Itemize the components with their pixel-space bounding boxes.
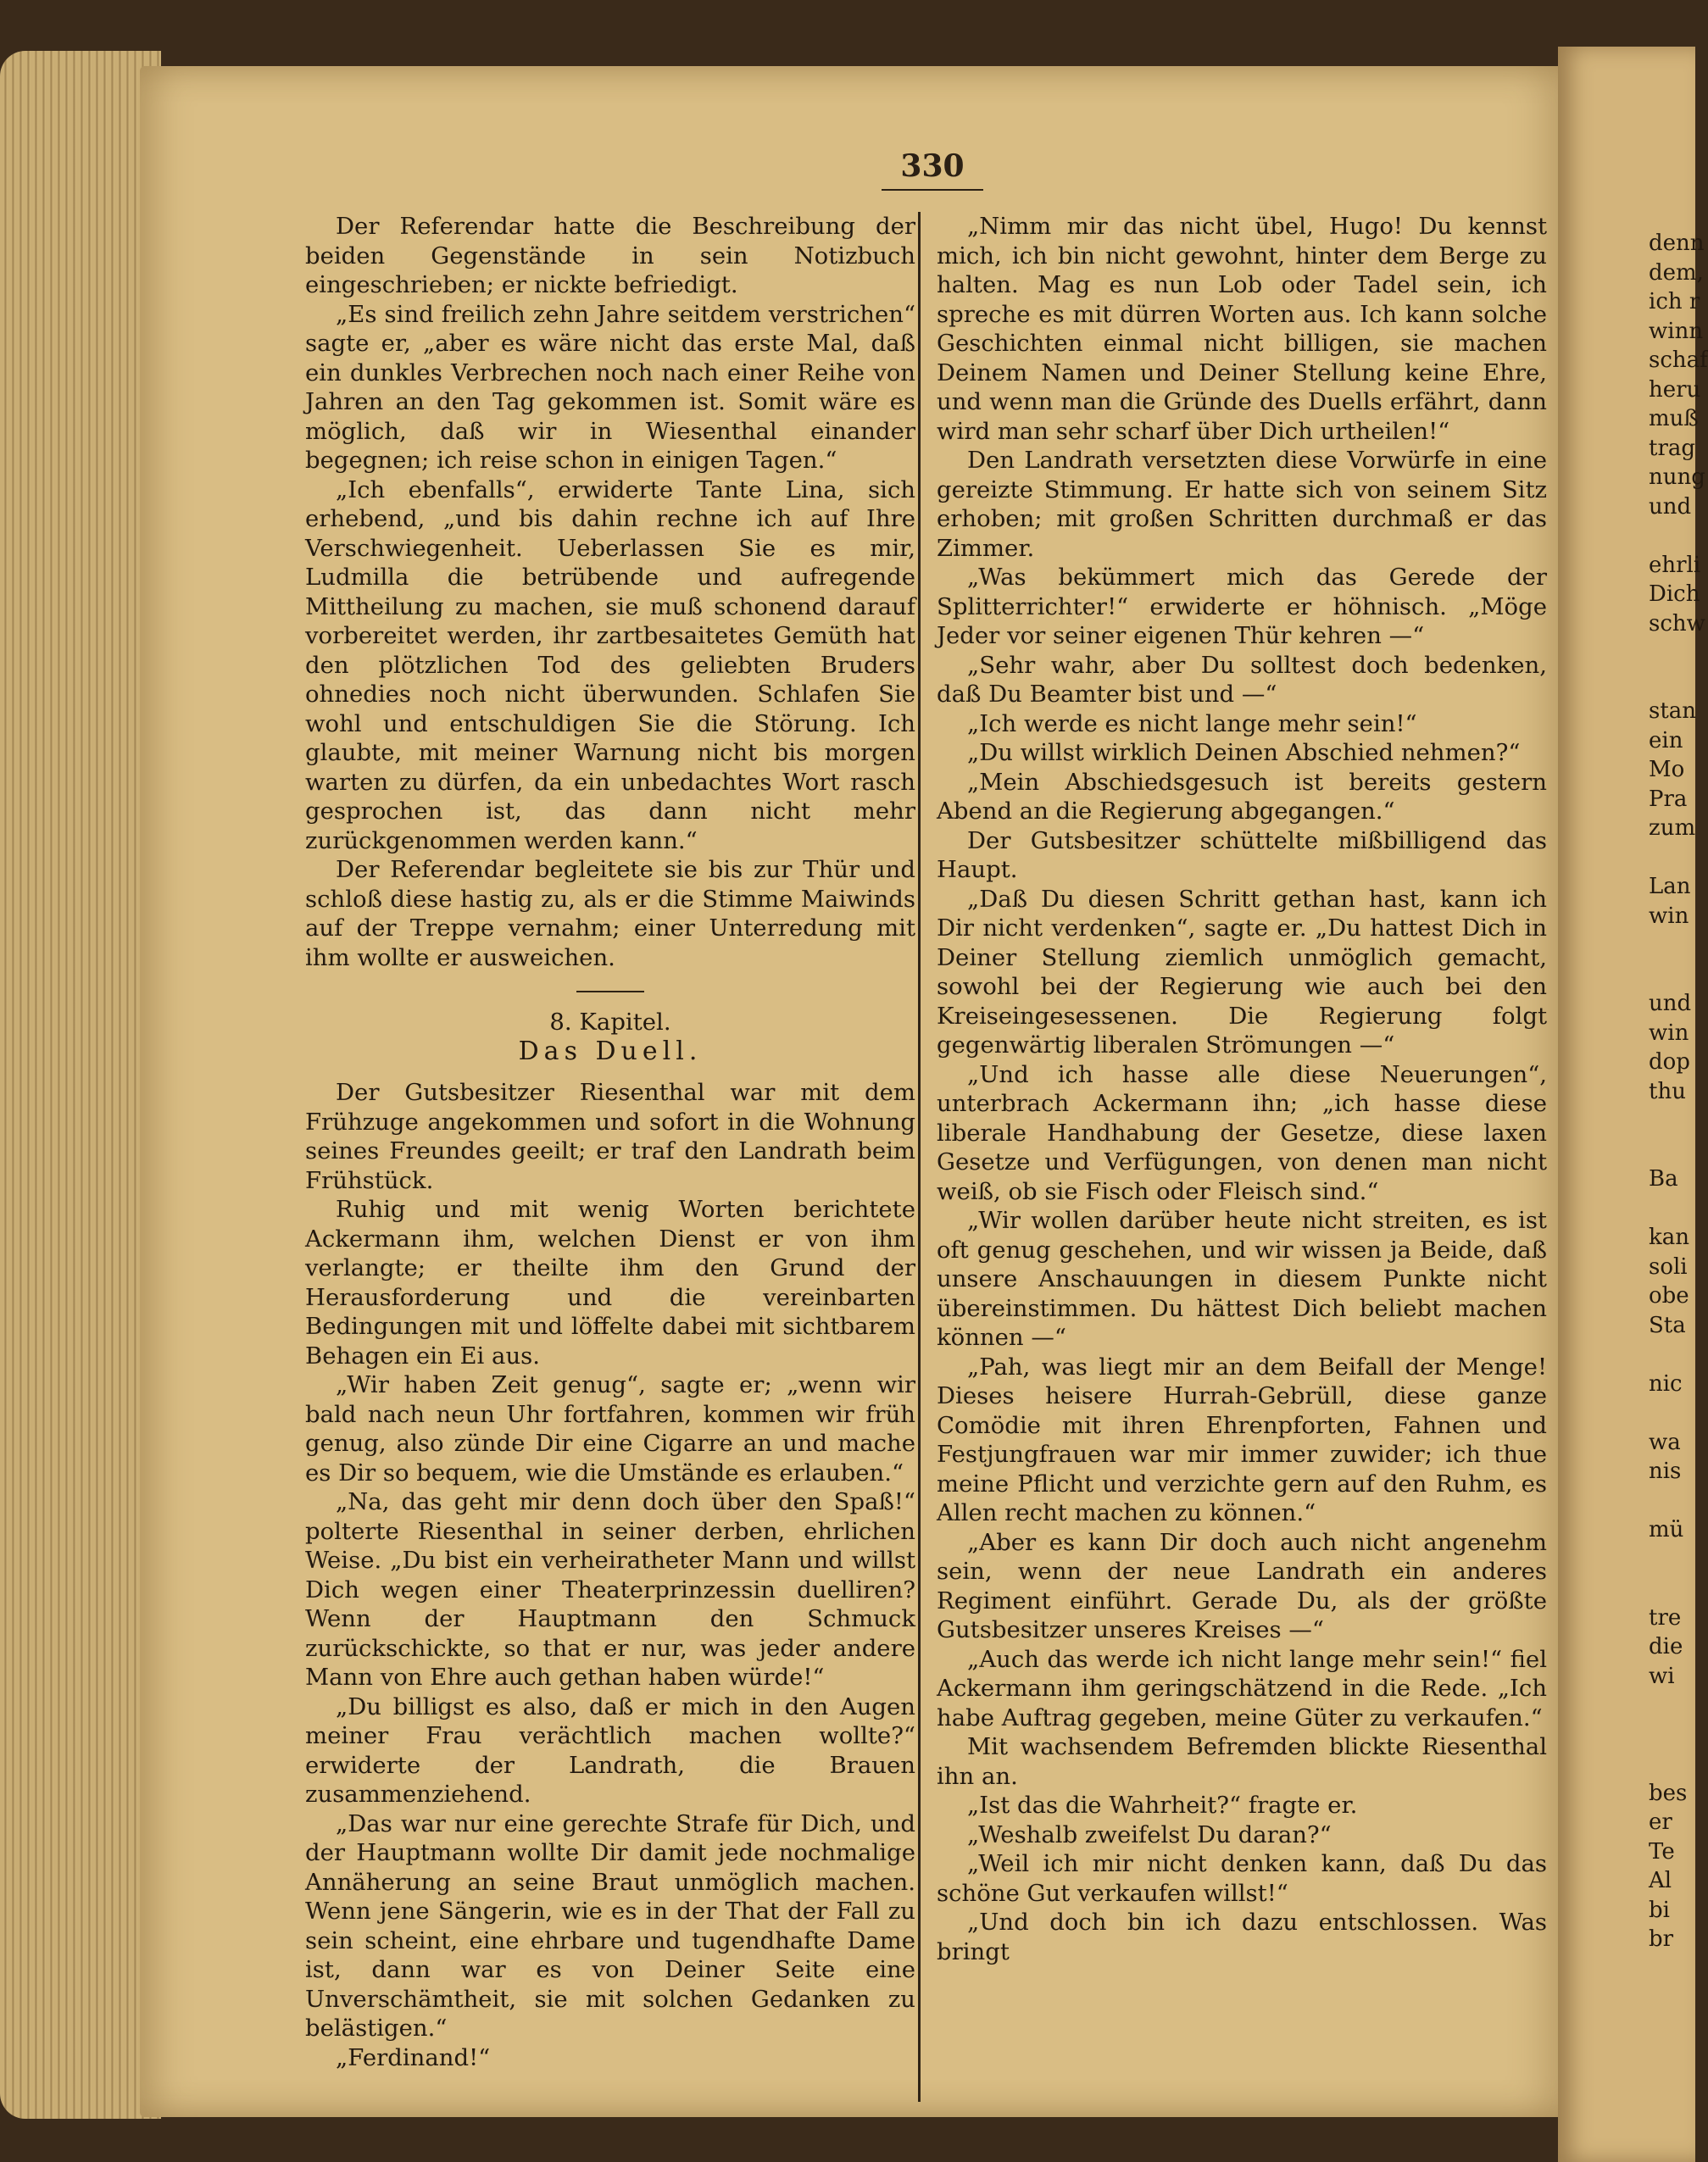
paragraph: „Ich ebenfalls“, erwiderte Tante Lina, sich erhebend, „und bis dahin rechne ich auf Ihre Verschwiegenheit. Ueberlassen Sie es mir, Ludmilla die betrübende und aufregende Mittheilung zu machen, sie muß schonend darauf vorbereitet werden, ihr zartbesaitetes Gemüth hat den plötzlichen Tod des geliebten Bruders ohnedies noch nicht überwunden. Schlafen Sie wohl und entschuldigen Sie die Störung. Ich glaubte, mit meiner Warnung nicht bis morgen warten zu dürfen, da ein unbedachtes Wort rasch gesprochen ist, das dann nicht mehr zurückgenommen werden kann.“ — [305, 475, 915, 854]
paragraph: Der Referendar hatte die Beschreibung der beiden Gegenstände in sein Notizbuch eingeschrieben; er nickte befriedigt. — [305, 213, 915, 298]
next-page-fragment — [1649, 1545, 1700, 1575]
next-page-fragment: heru — [1649, 376, 1701, 403]
next-page-fragment: muß — [1649, 406, 1699, 431]
next-page-fragment: winn — [1649, 318, 1704, 344]
next-page-fragment: bi — [1649, 1897, 1670, 1923]
paragraph: „Mein Abschiedsgesuch ist bereits gestern Abend an die Regierung abgegangen.“ — [937, 768, 1547, 825]
next-page-fragment — [1649, 1487, 1700, 1516]
next-page-fragment: nic — [1649, 1370, 1683, 1397]
next-page-fragment — [1649, 1136, 1700, 1165]
paragraph: „Wir wollen darüber heute nicht streiten, es ist oft genug geschehen, und wir wissen ja Beide, daß unsere Anschauungen in diesem Punkte nicht übereinstimmen. Du hättest Dich beliebt machen können —“ — [937, 1207, 1547, 1351]
paragraph: Der Gutsbesitzer Riesenthal war mit dem Frühzuge angekommen und sofort in die Wohnung seines Freundes geeilt; er traf den Landrath beim Frühstück. — [305, 1079, 915, 1194]
chapter-title: Das Duell. — [518, 1036, 703, 1066]
next-page-fragment: Sta — [1649, 1312, 1686, 1338]
next-page-fragment: kan — [1649, 1225, 1690, 1250]
next-page-fragment — [1649, 638, 1700, 668]
paragraph: Ruhig und mit wenig Worten berichtete Ackermann ihm, welchen Dienst er von ihm verlangte; er theilte ihm den Grund der Herausforderung und die vereinbarten Bedingungen mit und löffelte dabei mit sichtbarem Behagen ein Ei aus. — [305, 1196, 915, 1370]
paragraph: Mit wachsendem Befremden blickte Riesenthal ihn an. — [937, 1733, 1547, 1790]
paragraph: „Ferdinand!“ — [336, 2043, 491, 2071]
paragraph: „Und doch bin ich dazu entschlossen. Was bringt — [937, 1909, 1547, 1965]
next-page-fragment: mü — [1649, 1517, 1684, 1542]
next-page-fragment — [1649, 1194, 1700, 1224]
next-page-fragment: er — [1649, 1809, 1672, 1835]
next-page-fragment: dop — [1649, 1049, 1690, 1075]
next-page-fragment: wa — [1649, 1429, 1681, 1455]
paragraph: „Weil ich mir nicht denken kann, daß Du das schöne Gut verkaufen willst!“ — [937, 1850, 1547, 1907]
paragraph: Den Landrath versetzten diese Vorwürfe in eine gereizte Stimmung. Er hatte sich von seinem Sitz erhoben; mit großen Schritten durchmaß er das Zimmer. — [937, 447, 1547, 562]
right-column — [937, 212, 1547, 1966]
paragraph: „Ist das die Wahrheit?“ fragte er. — [967, 1792, 1358, 1819]
next-page-fragment: Pra — [1649, 786, 1688, 812]
left-column — [305, 212, 915, 2072]
next-page-fragment: br — [1649, 1926, 1674, 1952]
next-page-fragment: thu — [1649, 1078, 1686, 1104]
next-page-fragment — [1649, 960, 1700, 990]
next-page-fragment: nis — [1649, 1459, 1682, 1484]
page-number: 330 — [882, 148, 983, 191]
next-page-fragment: schw — [1649, 610, 1705, 636]
paragraph: „Was bekümmert mich das Gerede der Splitterrichter!“ erwiderte er höhnisch. „Möge Jeder vor seiner eigenen Thür kehren —“ — [937, 564, 1547, 649]
paragraph: „Wir haben Zeit genug“, sagte er; „wenn wir bald nach neun Uhr fortfahren, kommen wir früh genug, also zünde Dir eine Cigarre an und mache es Dir so bequem, wie die Umstände es erlauben.“ — [305, 1371, 915, 1487]
next-page-fragment: die — [1649, 1634, 1683, 1659]
next-page-fragment — [1649, 521, 1700, 551]
next-page-fragment: Dich — [1649, 581, 1700, 607]
next-page-fragment — [1649, 1398, 1700, 1428]
paragraph: Der Gutsbesitzer schüttelte mißbilligend das Haupt. — [937, 826, 1547, 883]
next-page-fragment: Lan — [1649, 874, 1691, 899]
paragraph: „Aber es kann Dir doch auch nicht angenehm sein, wenn der neue Landrath ein anderes Regiment einführt. Gerade Du, als der größte Gutsbesitzer unseres Kreises —“ — [937, 1528, 1547, 1643]
book-page-edges — [0, 51, 161, 2119]
next-page-fragment — [1649, 1749, 1700, 1779]
next-page-fragment: wi — [1649, 1663, 1675, 1689]
next-page-fragment: soli — [1649, 1253, 1688, 1280]
paragraph: „Sehr wahr, aber Du solltest doch bedenken, daß Du Beamter bist und —“ — [937, 651, 1547, 708]
next-page-fragment: dem, — [1649, 259, 1704, 286]
column-divider — [918, 212, 921, 2102]
next-page-fragment: stan — [1649, 698, 1697, 724]
next-page-fragment: ehrli — [1649, 552, 1701, 578]
next-page-fragment: win — [1649, 903, 1689, 929]
paragraph: „Und ich hasse alle diese Neuerungen“, unterbrach Ackermann ihn; „ich hasse diese liberale Handhabung der Gesetze, diese laxen Gesetze und Verfügungen, von denen man nicht weiß, ob sie Fisch oder Fleisch sind.“ — [937, 1060, 1547, 1205]
paragraph: „Weshalb zweifelst Du daran?“ — [967, 1820, 1332, 1848]
next-page-fragment — [1649, 1720, 1700, 1750]
next-page-fragment: denn — [1649, 231, 1705, 256]
next-page-fragment: win — [1649, 1020, 1689, 1046]
next-page-fragment — [1649, 843, 1700, 873]
next-page-fragment — [1649, 1574, 1700, 1603]
next-page-fragment: schaf — [1649, 347, 1708, 373]
paragraph: „Pah, was liegt mir an dem Beifall der Menge! Dieses heisere Hurrah-Gebrüll, diese ganze Comödie mit ihren Ehrenpforten, Fahnen und Festjungfrauen war mir immer zuwider; ich thue meine Pflicht und verzichte gern auf den Ruhm, es Allen recht machen zu können.“ — [937, 1353, 1547, 1526]
next-page-fragment: trag — [1649, 435, 1696, 461]
paragraph: „Auch das werde ich nicht lange mehr sein!“ fiel Ackermann ihm geringschätzend in die Rede. „Ich habe Auftrag gegeben, meine Güter zu verkaufen.“ — [937, 1645, 1547, 1731]
next-page-fragment — [1649, 1340, 1700, 1370]
paragraph: „Daß Du diesen Schritt gethan hast, kann ich Dir nicht verdenken“, sagte er. „Du hattest Dich in Deiner Stellung ziemlich unmöglich gemacht, sowohl bei der Regierung wie auch bei den Kreiseingesessenen. Die Regierung folgt gegenwärtig liberalen Strömungen —“ — [937, 885, 1547, 1059]
next-page-fragment: ein — [1649, 727, 1683, 753]
next-page-fragment — [1649, 668, 1700, 698]
next-page-fragment: obe — [1649, 1283, 1689, 1309]
paragraph: „Das war nur eine gerechte Strafe für Dich, und der Hauptmann wollte Dir damit jede nochmalige Annäherung an seine Braut unmöglich machen. Wenn jene Sängerin, wie es in der That der Fall zu sein scheint, eine ehrbare und tugendhafte Dame ist, dann war es von Deiner Seite eine Unverschämtheit, sie mit solchen Gedanken zu belästigen.“ — [305, 1809, 915, 2042]
paragraph: „Du willst wirklich Deinen Abschied nehmen?“ — [967, 739, 1521, 766]
next-page-fragment: und — [1649, 493, 1692, 520]
next-page-fragment — [1649, 1106, 1700, 1136]
paragraph: „Na, das geht mir denn doch über den Spaß!“ polterte Riesenthal in seiner derben, ehrlichen Weise. „Du bist ein verheiratheter Mann und willst Dich wegen einer Theaterprinzessin duelliren? Wenn der Hauptmann den Schmuck zurückschickte, so that er nur, was jeder andere Mann von Ehre auch gethan haben würde!“ — [305, 1488, 915, 1691]
paragraph: „Du billigst es also, daß er mich in den Augen meiner Frau verächtlich machen wollte?“ erwiderte der Landrath, die Brauen zusammenziehend. — [305, 1692, 915, 1808]
section-divider — [576, 991, 644, 992]
next-page-fragment: tre — [1649, 1604, 1682, 1631]
next-page-fragment: nung — [1649, 464, 1705, 490]
next-page-fragment: bes — [1649, 1780, 1688, 1806]
next-page-fragment: Al — [1649, 1868, 1672, 1893]
paragraph: „Nimm mir das nicht übel, Hugo! Du kennst mich, ich bin nicht gewohnt, hinter dem Berge zu halten. Mag es nun Lob oder Tadel sein, ich spreche es mit dürren Worten aus. Ich kann solche Geschichten einmal nicht billigen, sie machen Deinem Namen und Deiner Stellung keine Ehre, und wenn man die Gründe des Duells erfährt, dann wird man sehr scharf über Dich urtheilen!“ — [937, 213, 1547, 445]
next-page-fragment: Mo — [1649, 757, 1685, 782]
next-page-fragment: Te — [1649, 1838, 1675, 1865]
chapter-number: 8. Kapitel. — [549, 1009, 671, 1036]
next-page-fragment: Ba — [1649, 1166, 1678, 1192]
next-page-fragment — [1649, 1691, 1700, 1720]
next-page-fragment: und — [1649, 991, 1692, 1016]
paragraph: „Es sind freilich zehn Jahre seitdem verstrichen“ sagte er, „aber es wäre nicht das erste Mal, daß ein dunkles Verbrechen noch nach einer Reihe von Jahren an den Tag gekommen ist. Somit wäre es möglich, daß wir in Wiesenthal einander begegnen; ich reise schon in einigen Tagen.“ — [305, 300, 915, 474]
paragraph: Der Referendar begleitete sie bis zur Thür und schloß diese hastig zu, als er die Stimme Maiwinds auf der Treppe vernahm; einer Unterredung mit ihm wollte er ausweichen. — [305, 856, 915, 971]
paragraph: „Ich werde es nicht lange mehr sein!“ — [967, 709, 1417, 737]
next-page-fragment: ich r — [1649, 289, 1700, 314]
next-page-fragment — [1649, 931, 1700, 960]
next-page-text-fragments — [1649, 229, 1708, 1954]
next-page-fragment: zum — [1649, 815, 1696, 841]
